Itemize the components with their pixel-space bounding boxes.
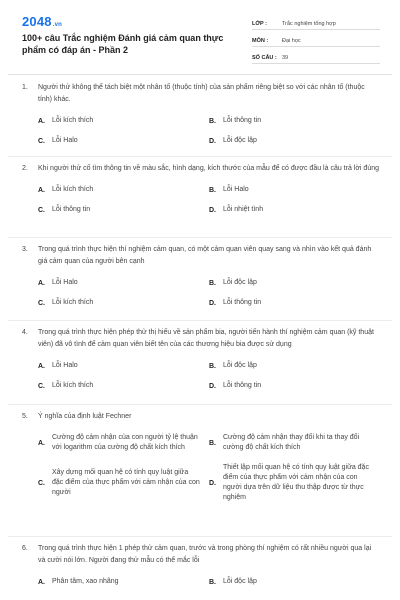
answer-option-c[interactable] — [38, 205, 209, 215]
question-number: 4. — [22, 329, 28, 336]
logo-suffix: .vn — [52, 22, 63, 28]
answer-option-a[interactable] — [38, 278, 209, 288]
question-number: 3. — [22, 246, 28, 253]
answer-option-b[interactable] — [209, 278, 380, 288]
meta-label: SỐ CÂU : — [252, 55, 277, 61]
option-text: Lỗi thông tin — [223, 299, 262, 306]
option-letter: B. — [209, 362, 216, 370]
answer-option-d[interactable] — [209, 381, 380, 391]
option-letter: D. — [209, 299, 216, 307]
answer-option-d[interactable] — [209, 205, 380, 215]
document-meta — [252, 14, 380, 65]
option-text: Cường độ cảm nhận thay đổi khi ta thay đổi cường độ chất kích thích — [223, 434, 360, 451]
question-stem — [22, 163, 380, 175]
page-header — [0, 0, 400, 76]
option-text: Lỗi kích thích — [52, 382, 94, 389]
option-letter: B. — [209, 117, 216, 125]
answer-options — [22, 185, 380, 225]
question-text: Người thử không thể tách biệt một nhân tố (thuộc tính) của sản phẩm riêng biệt so với các nhân tố (thuộc tính) khác. — [38, 84, 365, 103]
answer-options — [22, 361, 380, 401]
question-text: Khi người thử cố tìm thông tin về màu sắc, hình dạng, kích thước của mẫu để có được đầu là câu trả lời đúng — [38, 165, 380, 172]
option-letter: D. — [209, 479, 216, 487]
answer-option-b[interactable] — [209, 361, 380, 371]
question-divider — [8, 404, 392, 405]
question-3 — [22, 244, 380, 318]
answer-option-b[interactable] — [209, 577, 380, 587]
option-letter: A. — [38, 578, 45, 586]
option-text: Lỗi Halo — [223, 186, 249, 193]
meta-value: Trắc nghiệm tổng hợp — [282, 21, 336, 27]
question-stem — [22, 244, 380, 268]
question-text: Trong quá trình thực hiện 1 phép thử cảm quan, trước và trong phòng thí nghiệm có rất nhiều người qua lại và cười nói lớn. Người đang thử mẫu có thể mắc lỗi — [38, 545, 372, 564]
option-letter: C. — [38, 206, 45, 214]
option-letter: B. — [209, 439, 216, 447]
meta-value: 39 — [282, 55, 289, 61]
option-text: Lỗi thông tin — [223, 117, 262, 124]
question-2 — [22, 163, 380, 225]
option-letter: A. — [38, 279, 45, 287]
question-number: 2. — [22, 165, 28, 172]
option-letter: B. — [209, 578, 216, 586]
option-letter: B. — [209, 186, 216, 194]
meta-row-subject — [252, 31, 380, 47]
option-letter: D. — [209, 382, 216, 390]
option-text: Lỗi Halo — [52, 279, 78, 286]
question-4 — [22, 327, 380, 401]
option-letter: A. — [38, 117, 45, 125]
option-text: Lỗi độc lập — [223, 279, 257, 286]
question-divider — [8, 320, 392, 321]
answer-option-c[interactable] — [38, 136, 209, 146]
meta-row-count — [252, 48, 380, 64]
header-divider — [8, 74, 392, 75]
option-text: Phân tâm, xao nhãng — [52, 578, 119, 585]
question-stem — [22, 411, 380, 423]
answer-option-c[interactable] — [38, 381, 209, 391]
question-text: Trong quá trình thực hiện thí nghiệm cảm quan, có một cảm quan viên quay sang và nhìn vào kết quả đánh giá cảm quan của người bên cạnh — [38, 246, 372, 265]
option-text: Cường độ cảm nhận của con người tỷ lệ thuận với logarithm của cường độ chất kích thích — [52, 434, 198, 451]
answer-options — [22, 577, 380, 597]
answer-option-d[interactable] — [209, 463, 380, 503]
meta-label: LỚP : — [252, 21, 267, 27]
option-text: Lỗi kích thích — [52, 186, 94, 193]
option-letter: A. — [38, 362, 45, 370]
option-letter: C. — [38, 137, 45, 145]
question-text: Trong quá trình thực hiện phép thử thị hiếu về sản phẩm bia, người tiến hành thí nghiệm cảm quan (kỹ thuật viên) đã vô tình để cảm quan viên biết tên của các thương hiệu bia được sử dụng — [38, 329, 374, 348]
option-text: Lỗi thông tin — [223, 382, 262, 389]
option-text: Thiết lập mối quan hệ có tính quy luật giữa đặc điểm của thực phẩm với cảm nhận của con người dựa trên dữ liệu thu thập được từ thực nghiệm — [223, 464, 369, 501]
site-logo[interactable] — [22, 14, 62, 29]
answer-option-a[interactable] — [38, 116, 209, 126]
question-number: 1. — [22, 84, 28, 91]
answer-option-b[interactable] — [209, 185, 380, 195]
answer-option-c[interactable] — [38, 463, 209, 503]
option-letter: D. — [209, 137, 216, 145]
question-divider — [8, 536, 392, 537]
meta-label: MÔN : — [252, 38, 269, 44]
question-divider — [8, 237, 392, 238]
question-1 — [22, 82, 380, 156]
option-letter: A. — [38, 186, 45, 194]
answer-option-b[interactable] — [209, 433, 380, 453]
question-number: 6. — [22, 545, 28, 552]
answer-option-c[interactable] — [38, 298, 209, 308]
answer-options — [22, 278, 380, 318]
answer-option-a[interactable] — [38, 577, 209, 587]
option-text: Lỗi Halo — [52, 137, 78, 144]
option-text: Lỗi thông tin — [52, 206, 91, 213]
option-text: Lỗi Halo — [52, 362, 78, 369]
question-divider — [8, 156, 392, 157]
option-text: Lỗi độc lập — [223, 137, 257, 144]
question-number: 5. — [22, 413, 28, 420]
answer-options — [22, 433, 380, 513]
question-5 — [22, 411, 380, 513]
option-letter: B. — [209, 279, 216, 287]
option-letter: D. — [209, 206, 216, 214]
option-text: Xây dựng mối quan hệ có tính quy luật giữa đặc điểm của thực phẩm với cảm nhận của con người — [52, 469, 200, 496]
page-title: 100+ câu Trắc nghiệm Đánh giá cảm quan thực phẩm có đáp án - Phần 2 — [22, 33, 224, 55]
question-text: Ý nghĩa của định luật Fechner — [38, 413, 132, 420]
option-text: Lỗi độc lập — [223, 362, 257, 369]
answer-option-a[interactable] — [38, 361, 209, 371]
question-stem — [22, 327, 380, 351]
answer-option-a[interactable] — [38, 433, 209, 453]
option-text: Lỗi độc lập — [223, 578, 257, 585]
answer-option-a[interactable] — [38, 185, 209, 195]
answer-option-d[interactable] — [209, 136, 380, 146]
option-text: Lỗi nhiệt tình — [223, 206, 264, 213]
question-stem — [22, 543, 380, 567]
logo-text: 2048 — [22, 14, 52, 29]
question-6 — [22, 543, 380, 597]
answer-options — [22, 116, 380, 156]
meta-value: Đại học — [282, 38, 301, 44]
option-text: Lỗi kích thích — [52, 299, 94, 306]
answer-option-d[interactable] — [209, 298, 380, 308]
option-text: Lỗi kích thích — [52, 117, 94, 124]
option-letter: C. — [38, 382, 45, 390]
option-letter: C. — [38, 299, 45, 307]
meta-row-class — [252, 14, 380, 30]
question-stem — [22, 82, 380, 106]
option-letter: A. — [38, 439, 45, 447]
option-letter: C. — [38, 479, 45, 487]
answer-option-b[interactable] — [209, 116, 380, 126]
